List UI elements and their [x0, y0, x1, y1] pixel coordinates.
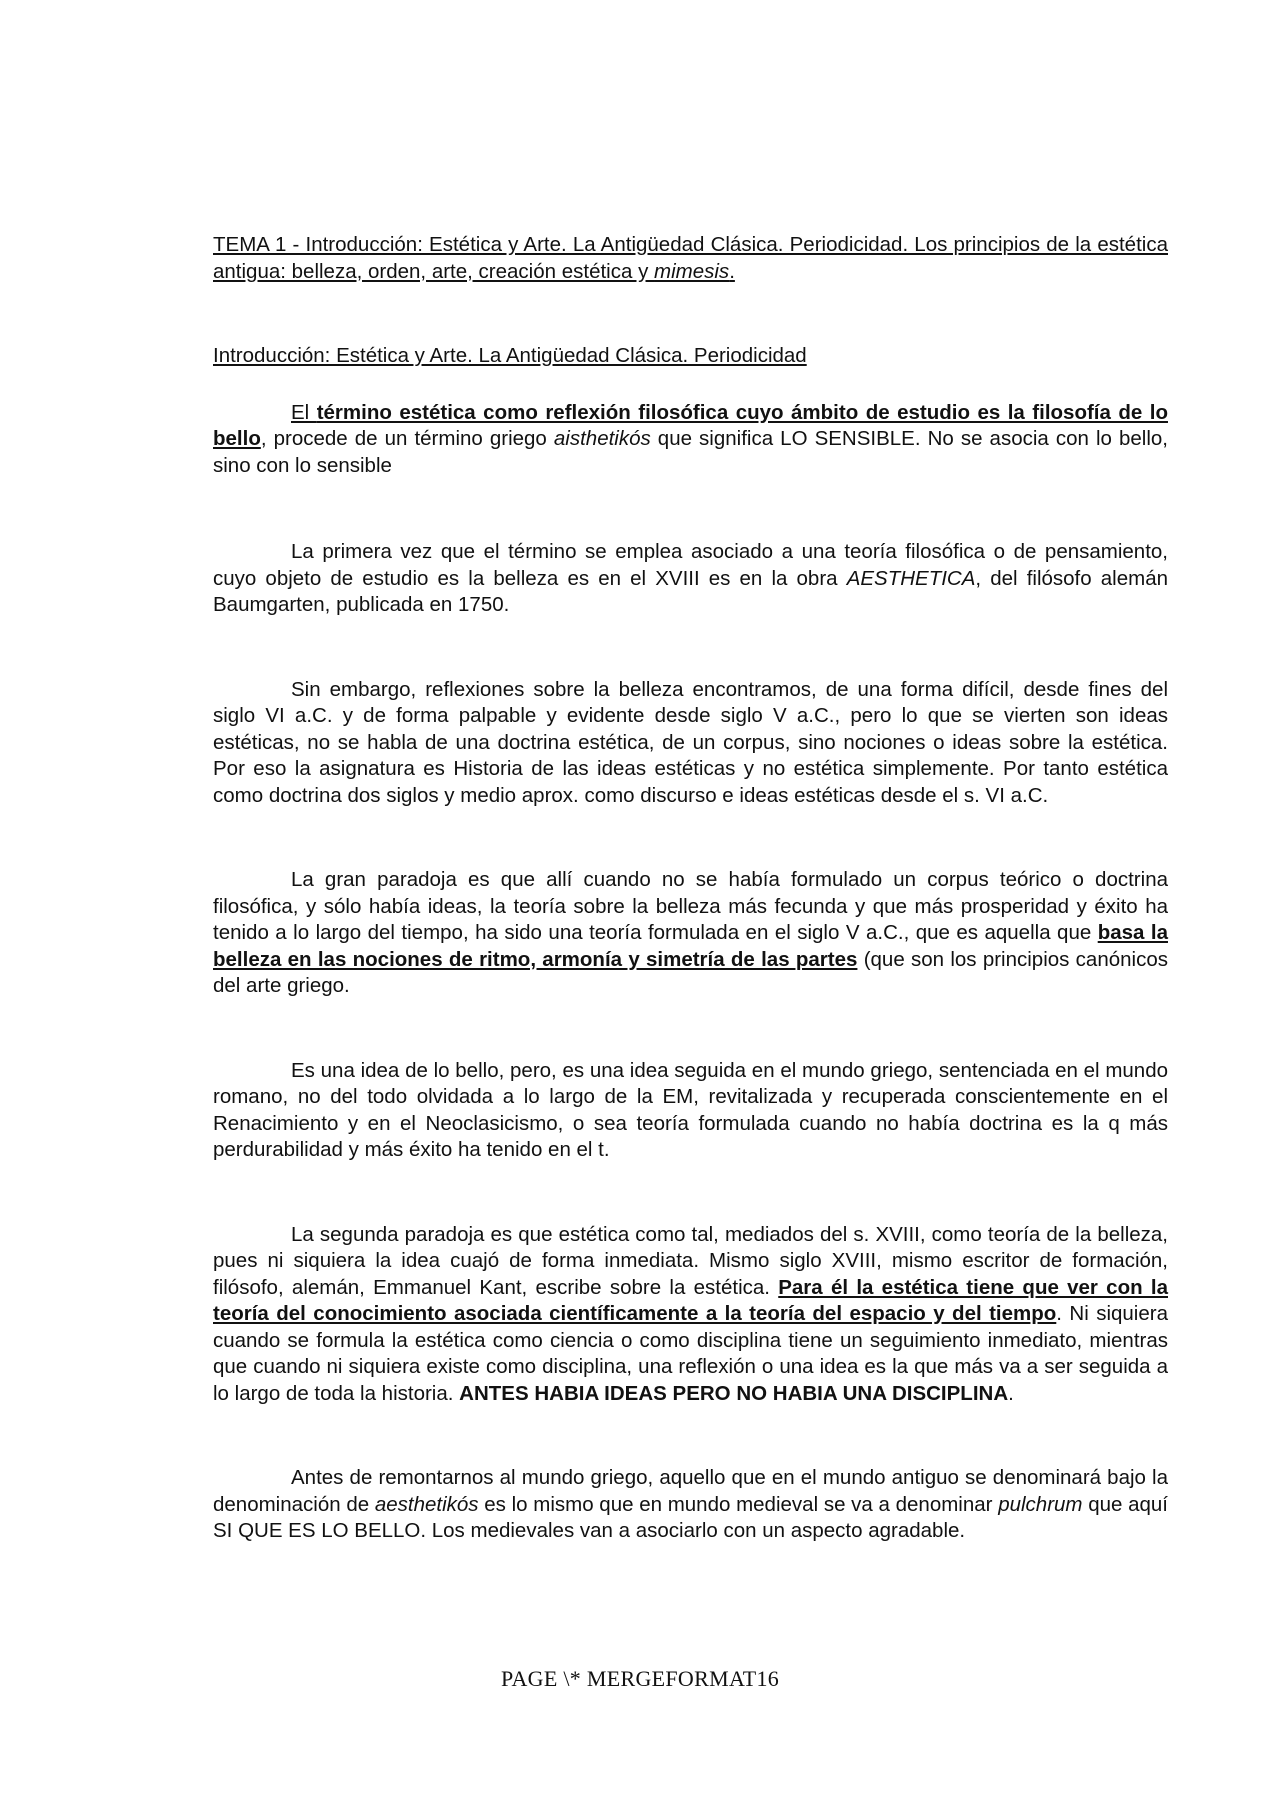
- italic-term: pulchrum: [998, 1492, 1083, 1516]
- emphasis-principles: basa la belleza en las nociones de ritmo, armonía y simetría de las partes: [213, 921, 1168, 971]
- paragraph-5: Es una idea de lo bello, pero, es una idea seguida en el mundo griego, sentenciada en el mundo romano, no del todo olvidada a lo largo de la EM, revitalizada y recuperada conscientemente en el Renacimiento y en el Neoclasicismo, o sea teoría formulada cuando no había doctrina es la q más perdurabilidad y más éxito ha tenido en el t.: [213, 1058, 1168, 1161]
- paragraph-2: La primera vez que el término se emplea asociado a una teoría filosófica o de pensamiento, cuyo objeto de estudio es la belleza es en el XVIII es en la obra AESTHETICA, del filósofo alemán Baumgarten, publicada en 1750.: [213, 540, 1168, 616]
- page-footer: PAGE \* MERGEFORMAT16: [500, 1666, 780, 1691]
- italic-term: AESTHETICA: [846, 566, 976, 590]
- paragraph-3: Sin embargo, reflexiones sobre la belleza encontramos, de una forma difícil, desde fines del siglo VI a.C. y de forma palpable y evidente desde siglo V a.C., pero lo que se vierten son ideas estéticas, no se habla de una doctrina estética, de un corpus, sino nociones o ideas sobre la estética. Por eso la asignatura es Historia de las ideas estéticas y no estética simplemente. Por tanto estética como doctrina dos siglos y medio aprox. como discurso e ideas estéticas desde el s. VI a.C.: [213, 677, 1168, 807]
- paragraph-7: Antes de remontarnos al mundo griego, aquello que en el mundo antiguo se denominará bajo la denominación de aesthetikós es lo mismo que en mundo medieval se va a denominar pulchrum que aquí SI QUE ES LO BELLO. Los medievales van a asociarlo con un aspecto agradable.: [213, 1466, 1168, 1542]
- section-heading: Introducción: Estética y Arte. La Antigüedad Clásica. Periodicidad: [213, 344, 807, 367]
- italic-term: aesthetikós: [374, 1492, 479, 1516]
- document-title: TEMA 1 - Introducción: Estética y Arte. La Antigüedad Clásica. Periodicidad. Los principios de la estética antigua: belleza, orden, arte, creación estética y mimesis.: [213, 233, 1168, 283]
- emphasis-definition: término estética como reflexión filosófica cuyo ámbito de estudio es la filosofía de lo bello: [213, 400, 1168, 450]
- paragraph-6: La segunda paradoja es que estética como tal, mediados del s. XVIII, como teoría de la belleza, pues ni siquiera la idea cuajó de forma inmediata. Mismo siglo XVIII, mismo escritor de formación, filósofo, alemán, Emmanuel Kant, escribe sobre la estética. Para él la estética tiene que ver con la teoría del conocimiento asociada científicamente a la teoría del espacio y del tiempo. Ni siquiera cuando se formula la estética como ciencia o como disciplina tiene un seguimiento inmediato, mientras que cuando ni siquiera existe como disciplina, una reflexión o una idea es la que más va a ser seguida a lo largo de toda la historia. ANTES HABIA IDEAS PERO NO HABIA UNA DISCIPLINA.: [213, 1222, 1168, 1405]
- paragraph-1: El término estética como reflexión filosófica cuyo ámbito de estudio es la filosofía de lo bello, procede de un término griego aisthetikós que significa LO SENSIBLE. No se asocia con lo bello, sino con lo sensible: [213, 400, 1168, 477]
- document-body: [213, 232, 1168, 1545]
- title-italic-term: mimesis: [654, 259, 730, 283]
- paragraph-4: La gran paradoja es que allí cuando no se había formulado un corpus teórico o doctrina filosófica, y sólo había ideas, la teoría sobre la belleza más fecunda y que más prosperidad y éxito ha tenido a lo largo del tiempo, ha sido una teoría formulada en el siglo V a.C., que es aquella que basa la belleza en las nociones de ritmo, armonía y simetría de las partes (que son los principios canónicos del arte griego.: [213, 868, 1168, 997]
- emphasis-caps: ANTES HABIA IDEAS PERO NO HABIA UNA DISCIPLINA: [459, 1381, 1009, 1405]
- italic-term: aisthetikós: [553, 427, 651, 450]
- emphasis-kant: Para él la estética tiene que ver con la teoría del conocimiento asociada científicamente a la teoría del espacio y del tiempo: [213, 1275, 1168, 1325]
